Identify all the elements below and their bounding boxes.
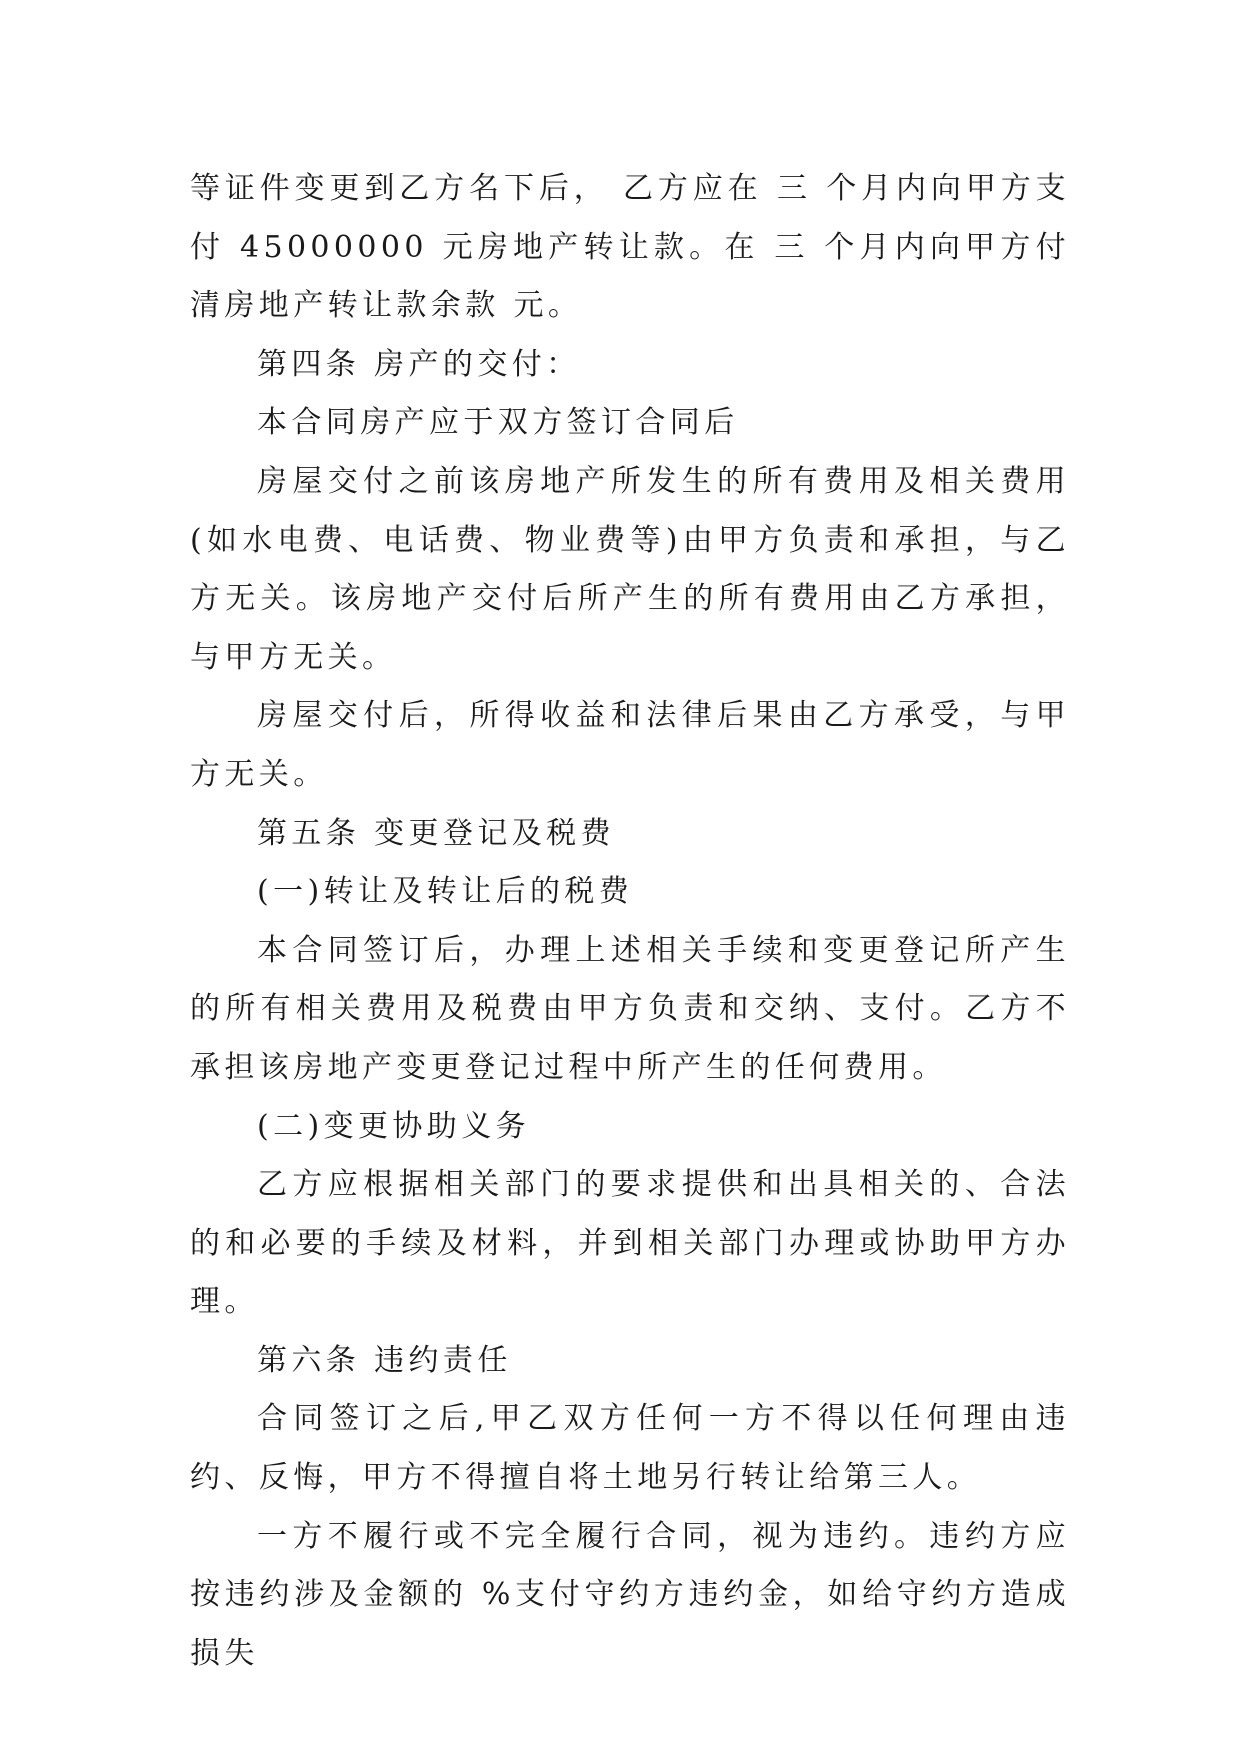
heading-article-4: 第四条 房产的交付： [257,346,581,382]
paragraph-assistance-duty: 乙方应根据相关部门的要求提供和出具相关的、合法的和必要的手续及材料，并到相关部门办理或协助甲方办理。 [190,1167,1070,1320]
subheading-taxes: (一)转让及转让后的税费 [257,874,634,910]
subheading-assistance: (二)变更协助义务 [257,1108,531,1144]
paragraph-payment-terms: 等证件变更到乙方名下后， 乙方应在 三 个月内向甲方支付 45000000 元房地产转让款。在 三 个月内向甲方付清房地产转让款余款 元。 [190,171,1070,324]
heading-article-5: 第五条 变更登记及税费 [257,815,615,851]
heading-article-6: 第六条 违约责任 [257,1342,512,1378]
paragraph-after-delivery: 房屋交付后，所得收益和法律后果由乙方承受，与甲方无关。 [190,698,1070,792]
paragraph-delivery-time: 本合同房产应于双方签订合同后 [257,405,739,441]
document-body [190,160,1070,1683]
paragraph-breach-penalty: 一方不履行或不完全履行合同，视为违约。违约方应按违约涉及金额的 %支付守约方违约金，如给守约方造成损失 [190,1518,1070,1671]
paragraph-tax-responsibility: 本合同签订后，办理上述相关手续和变更登记所产生的所有相关费用及税费由甲方负责和交纳、支付。乙方不承担该房地产变更登记过程中所产生的任何费用。 [190,932,1070,1085]
paragraph-fees-before-delivery: 房屋交付之前该房地产所发生的所有费用及相关费用(如水电费、电话费、物业费等)由甲方负责和承担，与乙方无关。该房地产交付后所产生的所有费用由乙方承担，与甲方无关。 [190,463,1070,675]
paragraph-no-breach: 合同签订之后,甲乙双方任何一方不得以任何理由违约、反悔，甲方不得擅自将土地另行转让给第三人。 [190,1401,1070,1496]
